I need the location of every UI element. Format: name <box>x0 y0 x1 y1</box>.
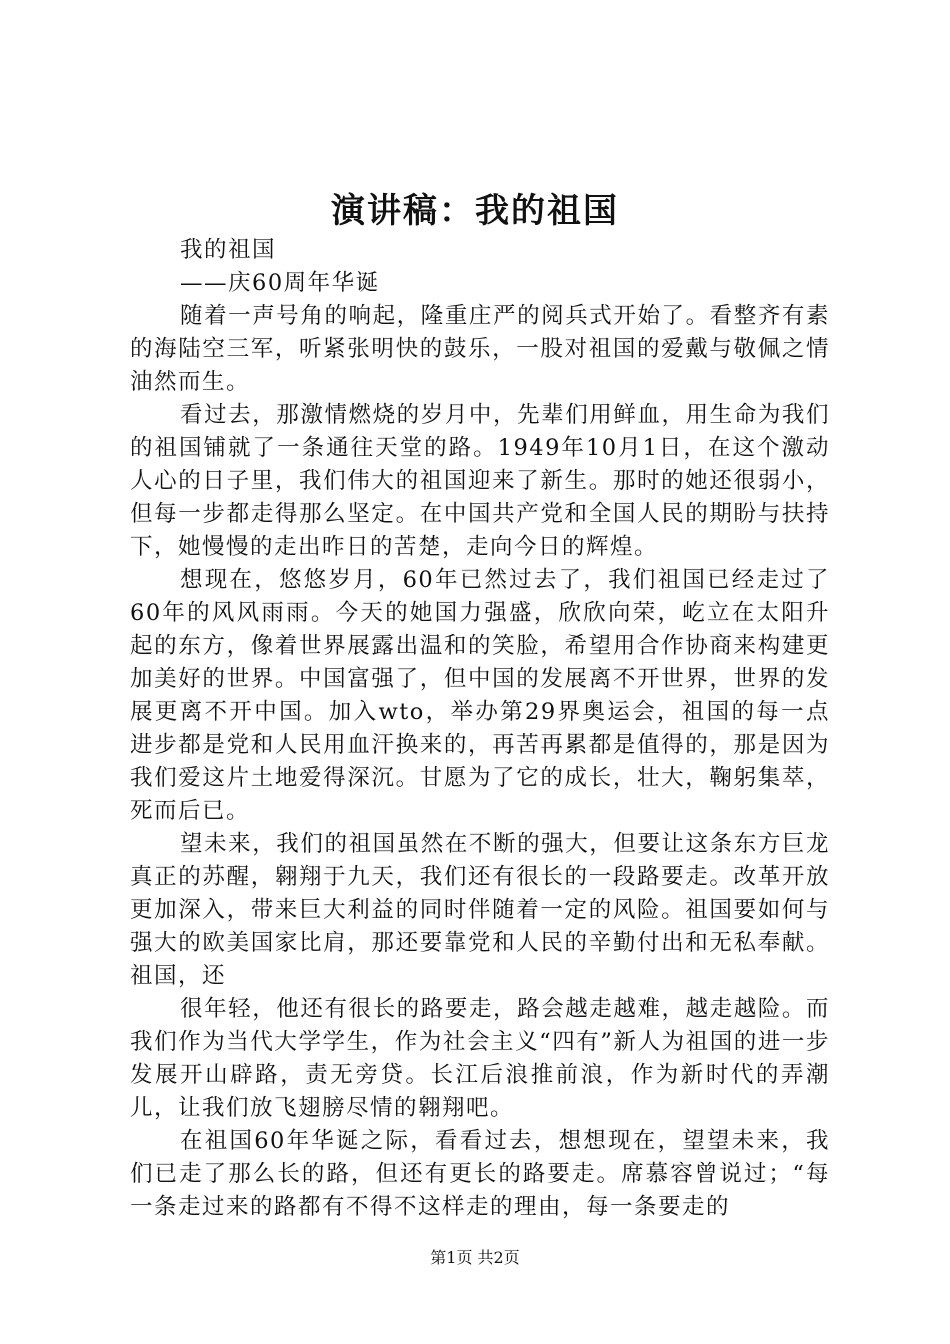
paragraph: 望未来，我们的祖国虽然在不断的强大，但要让这条东方巨龙真正的苏醒，翱翔于九天，我们还有很长的一段路要走。改革开放更加深入，带来巨大利益的同时伴随着一定的风险。祖国要如何与强大的欧美国家比肩，那还要靠党和人民的辛勤付出和无私奉献。祖国，还 <box>130 831 830 989</box>
document-title: 演讲稿：我的祖国 <box>331 191 619 231</box>
paragraph: 看过去，那激情燃烧的岁月中，先辈们用鲜血，用生命为我们的祖国铺就了一条通往天堂的路。1949年10月1日，在这个激动人心的日子里，我们伟大的祖国迎来了新生。那时的她还很弱小，但每一步都走得那么坚定。在中国共产党和全国人民的期盼与扶持下，她慢慢的走出昨日的苦楚，走向今日的辉煌。 <box>130 402 830 560</box>
paragraph-subheading: ——庆60周年华诞 <box>180 270 380 296</box>
paragraph: 随着一声号角的响起，隆重庄严的阅兵式开始了。看整齐有素的海陆空三军，听紧张明快的鼓乐，一股对祖国的爱戴与敬佩之情油然而生。 <box>130 303 830 395</box>
paragraph: 很年轻，他还有很长的路要走，路会越走越难，越走越险。而我们作为当代大学学生，作为社会主义“四有”新人为祖国的进一步发展开山辟路，责无旁贷。长江后浪推前浪，作为新时代的弄潮儿，让我们放飞翅膀尽情的翱翔吧。 <box>130 996 830 1121</box>
paragraph: 在祖国60年华诞之际，看看过去，想想现在，望望未来，我们已走了那么长的路，但还有更长的路要走。席慕容曾说过；“每一条走过来的路都有不得不这样走的理由，每一条要走的 <box>130 1128 830 1220</box>
paragraph-heading: 我的祖国 <box>180 237 277 263</box>
paragraph: 想现在，悠悠岁月，60年已然过去了，我们祖国已经走过了60年的风风雨雨。今天的她国力强盛，欣欣向荣，屹立在太阳升起的东方，像着世界展露出温和的笑脸，希望用合作协商来构建更加美好的世界。中国富强了，但中国的发展离不开世界，世界的发展更离不开中国。加入wto，举办第29界奥运会，祖国的每一点进步都是党和人民用血汗换来的，再苦再累都是值得的，那是因为我们爱这片土地爱得深沉。甘愿为了它的成长，壮大，鞠躬集萃，死而后已。 <box>130 567 830 824</box>
document-body <box>130 234 830 1224</box>
page-footer: 第1页 共2页 <box>430 1248 520 1267</box>
